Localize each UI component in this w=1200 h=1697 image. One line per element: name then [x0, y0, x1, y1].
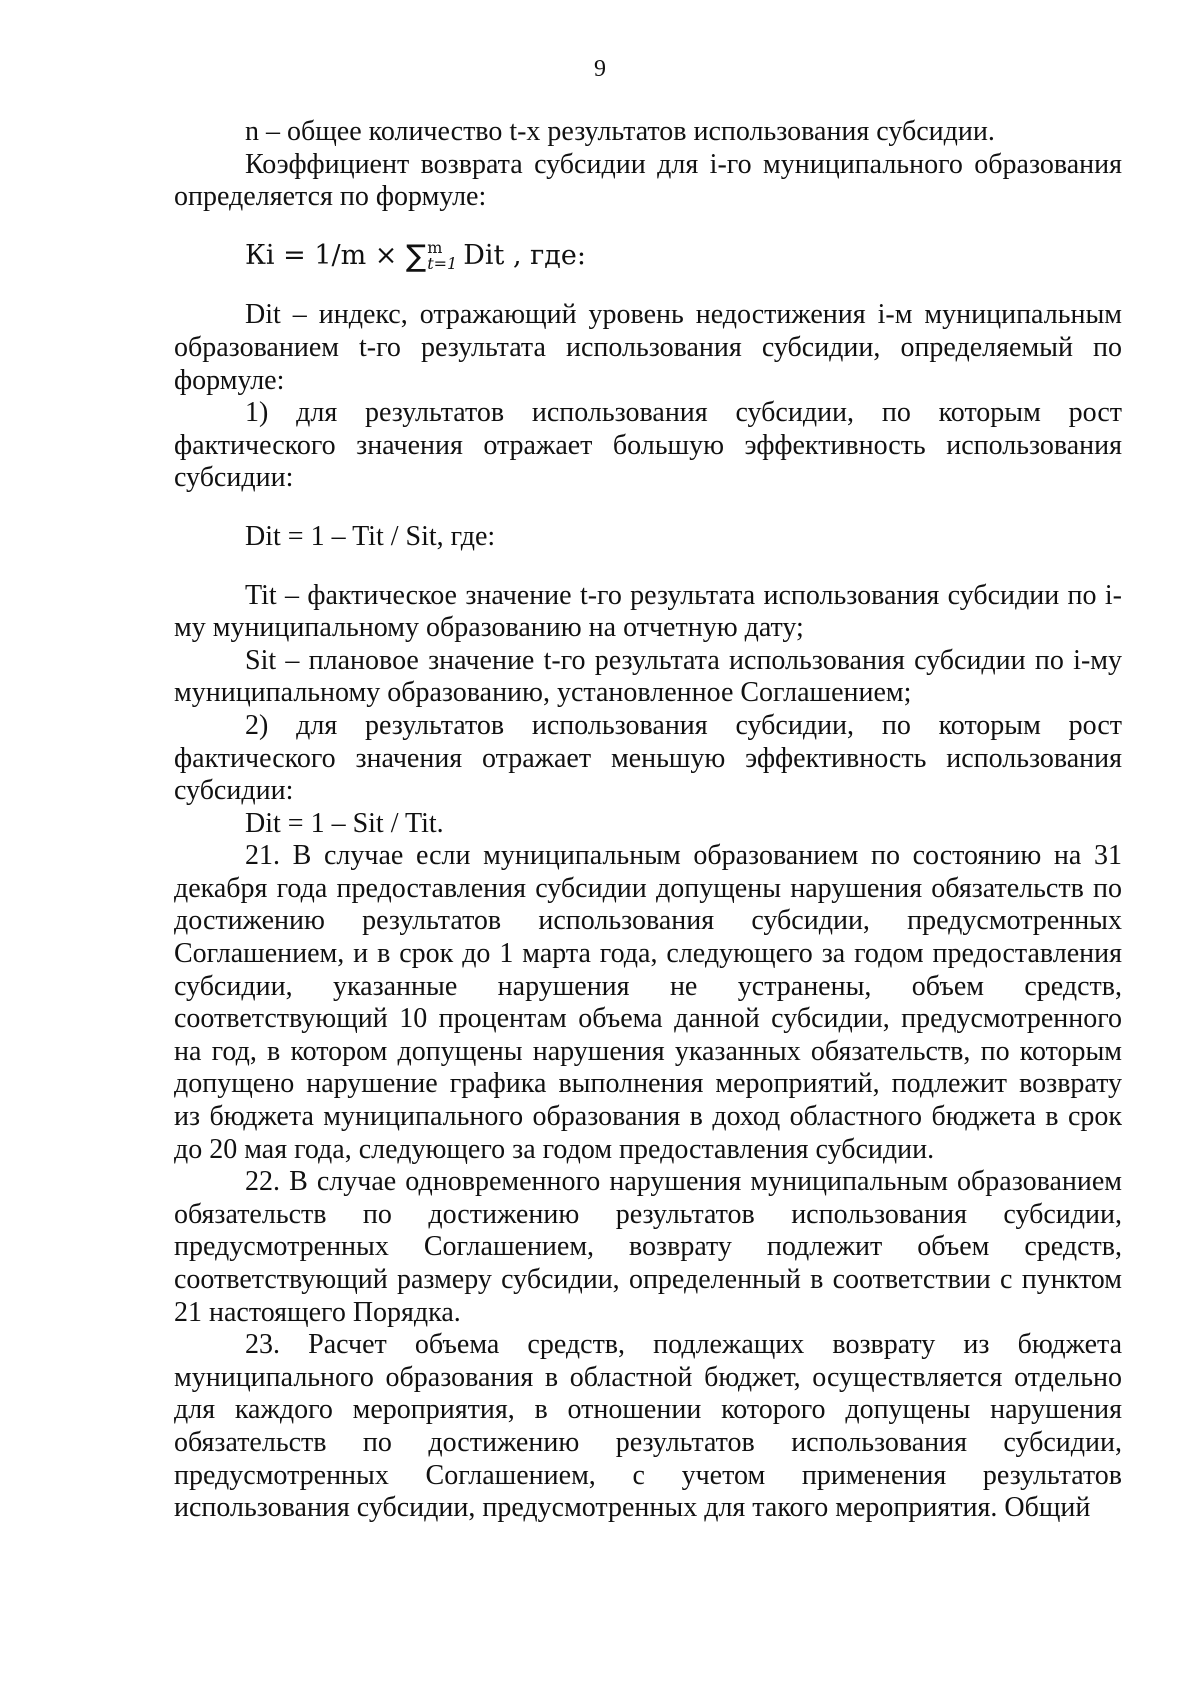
page-number: 9 — [594, 56, 606, 82]
paragraph-21: 21. В случае если муниципальным образованием по состоянию на 31 декабря года предоставления субсидии допущены нарушения обязательств по достижению результатов использования субсидии, предусмотренных Соглашением, и в срок до 1 марта года, следующего за годом предоставления субсидии, указанные нарушения не устранены, объем средств, соответствующий 10 процентам объема данной субсидии, предусмотренного на год, в котором допущены нарушения указанных обязательств, по которым допущено нарушение графика выполнения мероприятий, подлежит возврату из бюджета муниципального образования в доход областного бюджета в срок до 20 мая года, следующего за годом предоставления субсидии. — [174, 840, 1122, 1165]
paragraph-coefficient-intro: Коэффициент возврата субсидии для i-го муниципального образования определяется по формуле: — [174, 148, 1122, 213]
formula-ki-rhs: Dit , где: — [463, 239, 586, 271]
summation-symbol: ∑ — [406, 238, 427, 274]
paragraph-sit-definition: Sit – плановое значение t-го результата использования субсидии по i-му муниципальному образованию, установленное Соглашением; — [174, 644, 1122, 709]
summation-upper-limit: m — [427, 238, 443, 258]
document-body — [174, 116, 1122, 1525]
paragraph-dit-definition: Dit – индекс, отражающий уровень недостижения i-м муниципальным образованием t-го результата использования субсидии, определяемый по формуле: — [174, 299, 1122, 396]
paragraph-tit-definition: Tit – фактическое значение t-го результата использования субсидии по i-му муниципальному образованию на отчетную дату; — [174, 579, 1122, 644]
paragraph-22: 22. В случае одновременного нарушения муниципальным образованием обязательств по достижению результатов использования субсидии, предусмотренных Соглашением, возврату подлежит объем средств, соответствующий размеру субсидии, определенный в соответствии с пунктом 21 настоящего Порядка. — [174, 1166, 1122, 1328]
formula-dit-1: Dit = 1 – Tit / Sit, где: — [245, 520, 496, 552]
formula-ki — [174, 240, 1122, 274]
summation-lower-limit: t=1 — [427, 254, 458, 274]
paragraph-case-2: 2) для результатов использования субсидии, по которым рост фактического значения отражает меньшую эффективность использования субсидии: — [174, 709, 1122, 807]
summation-limits — [427, 240, 457, 272]
paragraph-case-1: 1) для результатов использования субсидии, по которым рост фактического значения отражает большую эффективность использования субсидии: — [174, 397, 1122, 494]
formula-dit-2: Dit = 1 – Sit / Tit. — [245, 807, 444, 839]
paragraph-23: 23. Расчет объема средств, подлежащих возврату из бюджета муниципального образования в областной бюджет, осуществляется отдельно для каждого мероприятия, в отношении которого допущены нарушения обязательств по достижению результатов использования субсидии, предусмотренных Соглашением, с учетом применения результатов использования субсидии, предусмотренных для такого мероприятия. Общий — [174, 1329, 1122, 1524]
paragraph-n-definition: n – общее количество t-х результатов использования субсидии. — [245, 116, 995, 147]
formula-ki-lhs: Кi = 1/m × — [245, 239, 406, 271]
